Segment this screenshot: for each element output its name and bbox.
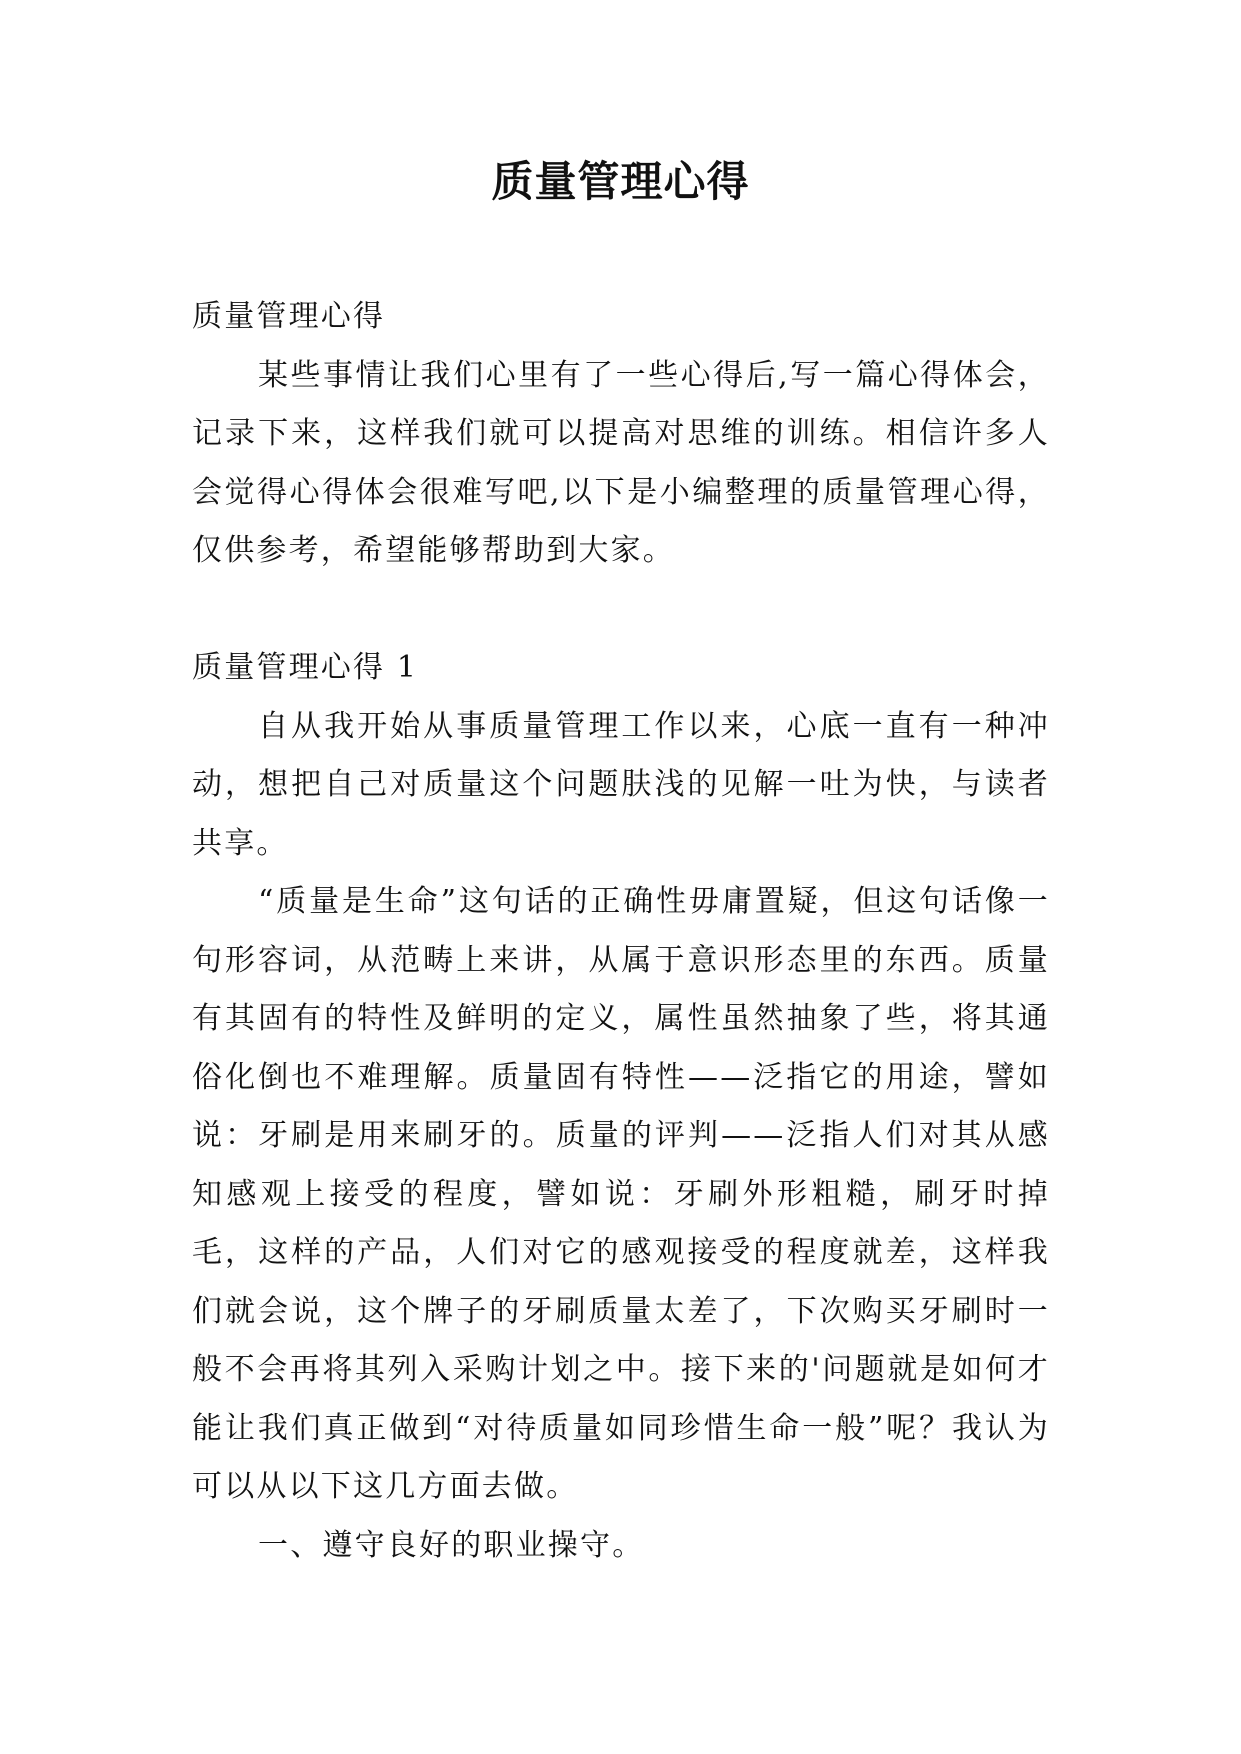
body-paragraph-3: 一、遵守良好的职业操守。 <box>258 1527 645 1563</box>
document-title: 质量管理心得 <box>491 157 750 206</box>
document-body <box>192 288 1050 1575</box>
body-paragraph-1: 自从我开始从事质量管理工作以来，心底一直有一种冲动，想把自己对质量这个问题肤浅的见解一吐为快，与读者共享。 <box>192 708 1050 861</box>
section-heading: 质量管理心得 1 <box>192 650 419 685</box>
body-paragraph-2: “质量是生命”这句话的正确性毋庸置疑，但这句话像一句形容词，从范畴上来讲，从属于意识形态里的东西。质量有其固有的特性及鲜明的定义，属性虽然抽象了些，将其通俗化倒也不难理解。质量固有特性——泛指它的用途，譬如说：牙刷是用来刷牙的。质量的评判——泛指人们对其从感知感观上接受的程度，譬如说：牙刷外形粗糙，刷牙时掉毛，这样的产品，人们对它的感观接受的程度就差，这样我们就会说，这个牌子的牙刷质量太差了，下次购买牙刷时一般不会再将其列入采购计划之中。接下来的'问题就是如何才能让我们真正做到“对待质量如同珍惜生命一般”呢？我认为可以从以下这几方面去做。 <box>192 884 1050 1504</box>
document-subtitle: 质量管理心得 <box>192 299 386 334</box>
paragraph-spacer <box>192 581 1050 640</box>
intro-paragraph: 某些事情让我们心里有了一些心得后,写一篇心得体会，记录下来，这样我们就可以提高对思维的训练。相信许多人会觉得心得体会很难写吧,以下是小编整理的质量管理心得，仅供参考，希望能够帮助到大家。 <box>192 357 1050 568</box>
